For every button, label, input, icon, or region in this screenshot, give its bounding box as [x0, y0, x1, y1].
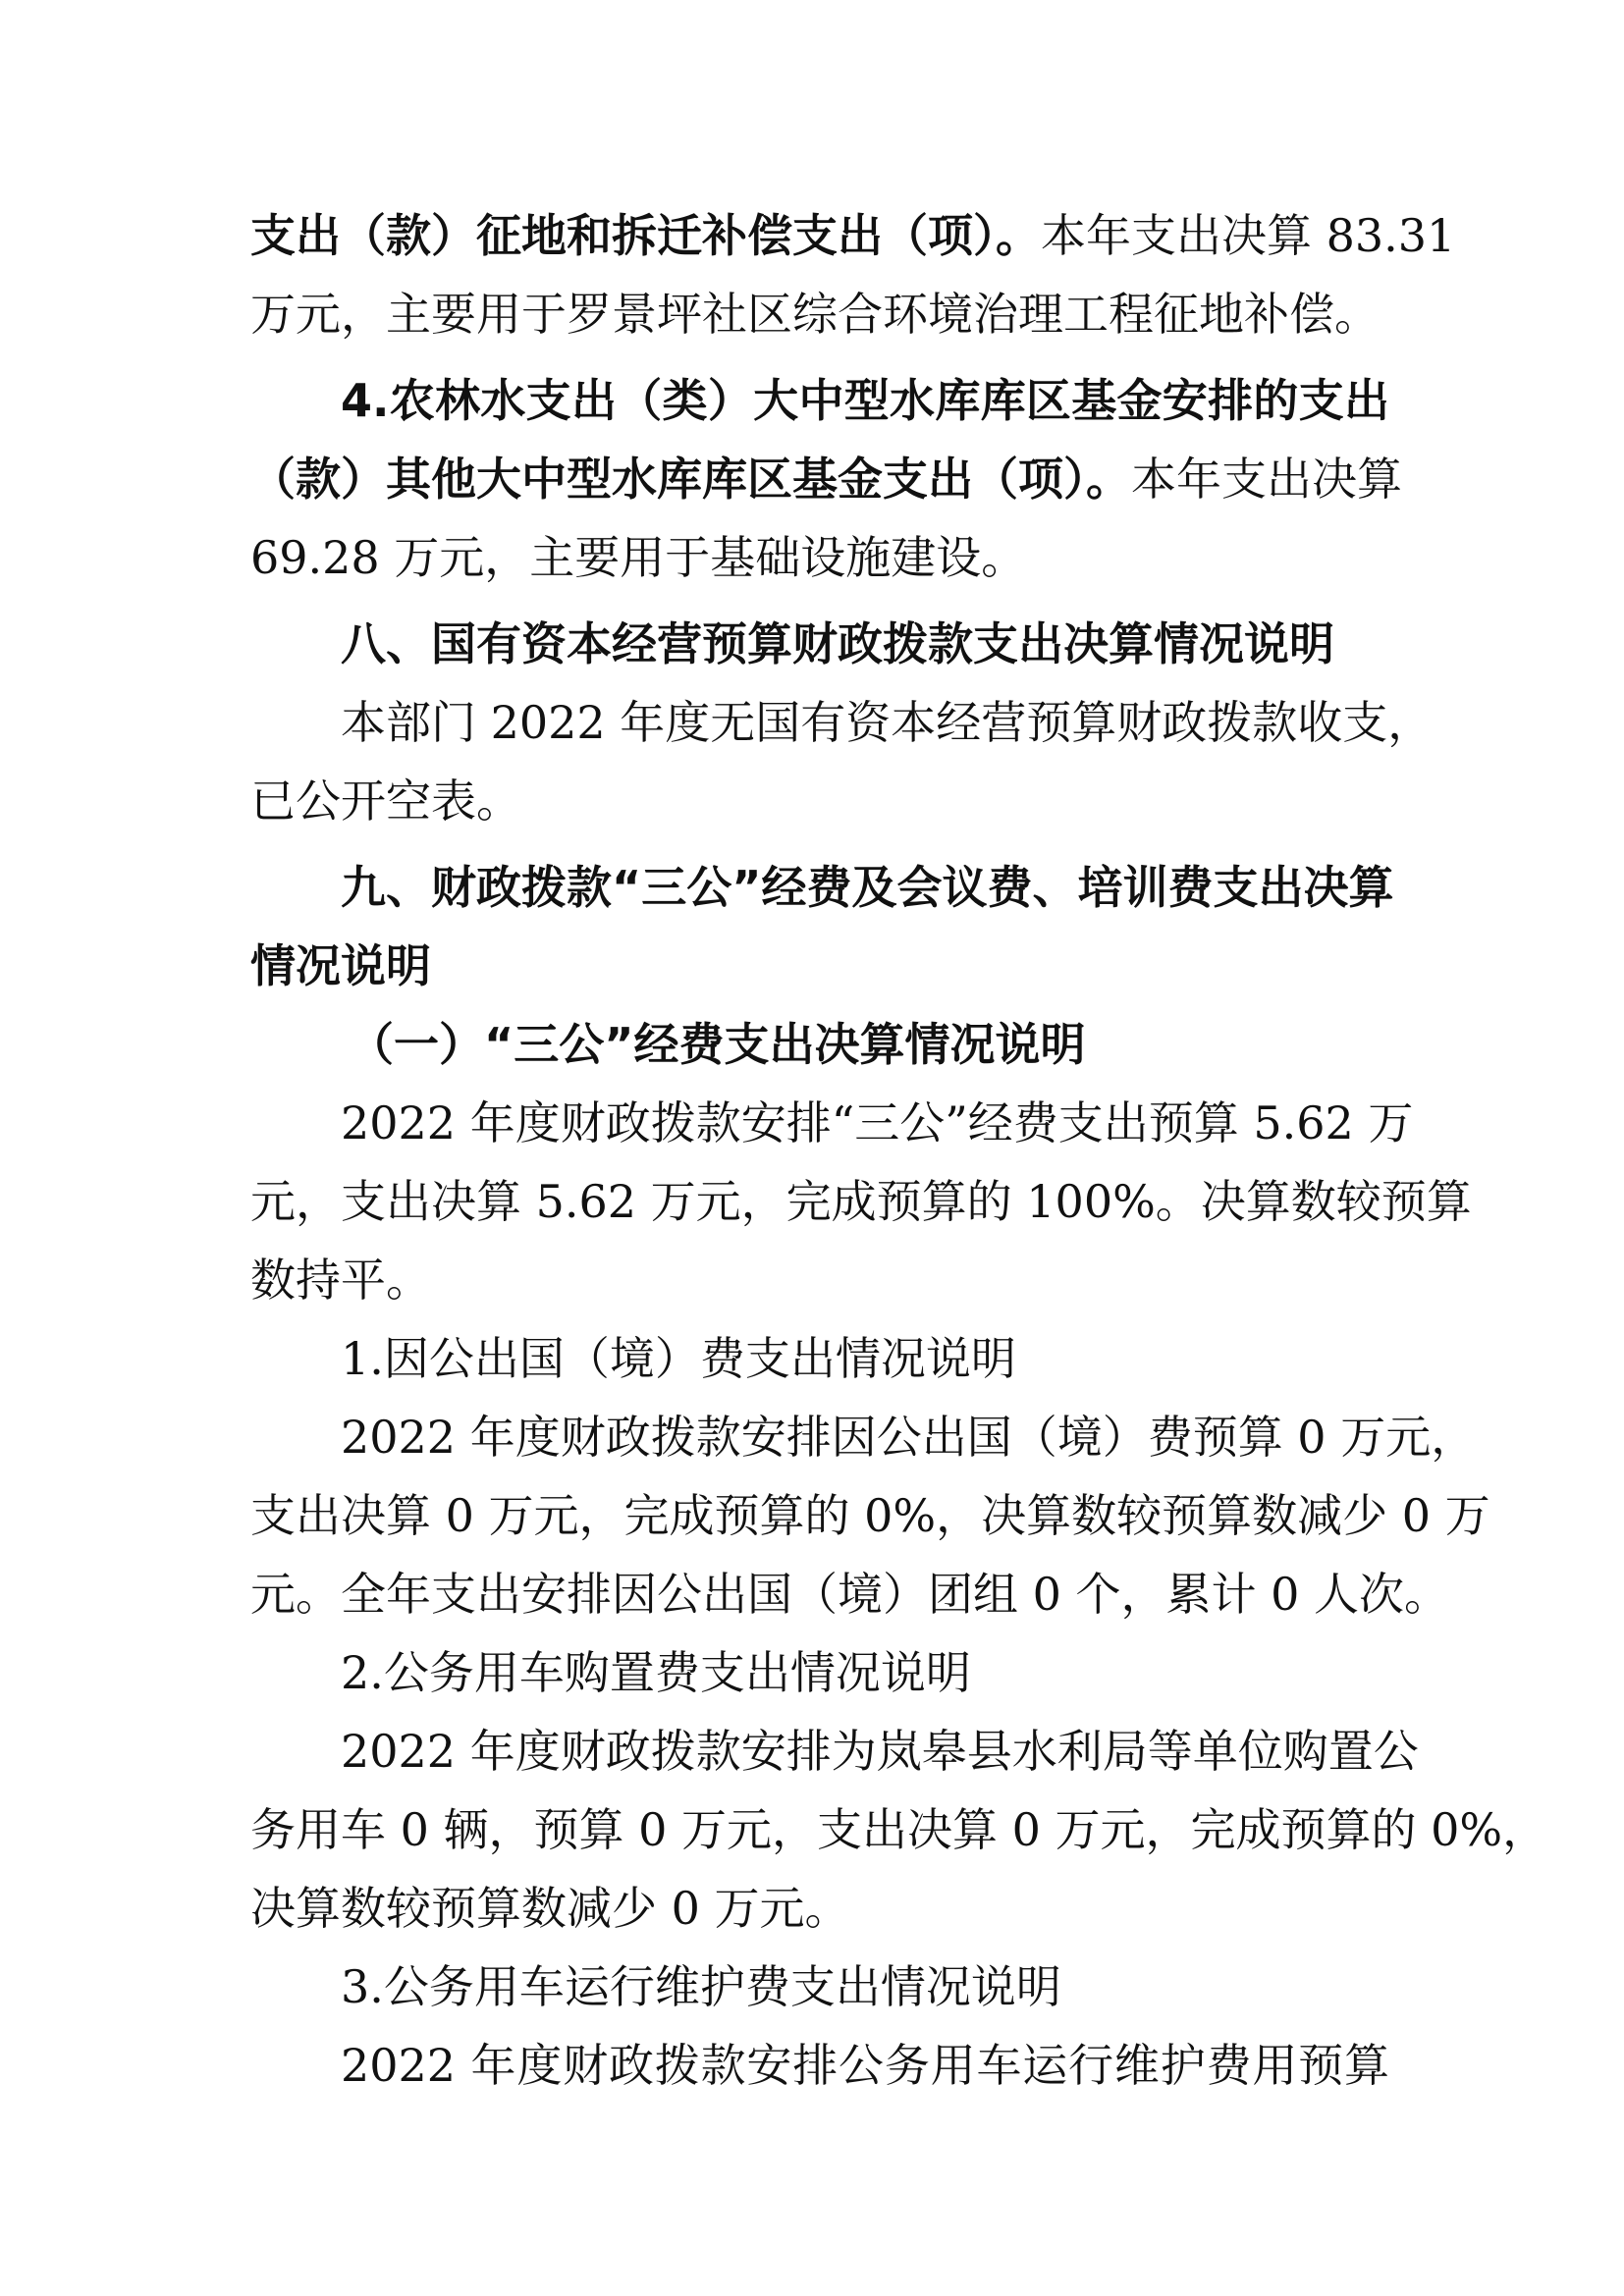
body-text: 本年支出决算 83.31: [1041, 209, 1456, 262]
paragraph-line: [250, 440, 1402, 518]
paragraph-line: [250, 361, 1389, 440]
paragraph-line: 已公开空表。: [250, 774, 521, 828]
subsection-heading: （一）“三公”经费支出决算情况说明: [349, 1018, 1086, 1071]
section-heading-9: 九、财政拨款“三公”经费及会议费、培训费支出决算: [341, 861, 1394, 914]
document-page: [250, 196, 1548, 2105]
paragraph-line: 元，支出决算 5.62 万元，完成预算的 100%。决算数较预算: [250, 1175, 1472, 1228]
item-heading: 1.因公出国（境）费支出情况说明: [341, 1332, 1016, 1385]
paragraph-line: 务用车 0 辆，预算 0 万元，支出决算 0 万元，完成预算的 0%，: [250, 1803, 1548, 1856]
item-heading: 3.公务用车运行维护费支出情况说明: [341, 1960, 1061, 2013]
paragraph-line: 决算数较预算数减少 0 万元。: [250, 1882, 850, 1935]
paragraph-line: 69.28 万元，主要用于基础设施建设。: [250, 531, 1027, 584]
paragraph-line: 数持平。: [250, 1254, 431, 1307]
paragraph-line: 2022 年度财政拨款安排“三公”经费支出预算 5.62 万: [341, 1096, 1414, 1149]
paragraph-line: 2022 年度财政拨款安排为岚皋县水利局等单位购置公: [341, 1725, 1419, 1778]
paragraph-line: 2022 年度财政拨款安排公务用车运行维护费用预算: [341, 2039, 1389, 2092]
item-title-bold: （款）其他大中型水库库区基金支出（项）。: [250, 453, 1131, 506]
paragraph-line: 万元，主要用于罗景坪社区综合环境治理工程征地补偿。: [250, 288, 1380, 341]
item-heading: 2.公务用车购置费支出情况说明: [341, 1646, 971, 1699]
paragraph-line: 支出决算 0 万元，完成预算的 0%，决算数较预算数减少 0 万: [250, 1489, 1490, 1542]
paragraph-line: 2022 年度财政拨款安排因公出国（境）费预算 0 万元，: [341, 1411, 1477, 1464]
item-title-bold: 4.农林水支出（类）大中型水库库区基金安排的支出: [341, 374, 1389, 427]
paragraph-line: 本部门 2022 年度无国有资本经营预算财政拨款收支，: [341, 696, 1434, 749]
body-text: 本年支出决算: [1131, 453, 1402, 506]
paragraph-line: [250, 196, 1456, 275]
section-heading-8: 八、国有资本经营预算财政拨款支出决算情况说明: [341, 617, 1334, 670]
paragraph-line: 元。全年支出安排因公出国（境）团组 0 个，累计 0 人次。: [250, 1568, 1450, 1621]
section-heading-9-cont: 情况说明: [250, 939, 431, 992]
item-title-bold: 支出（款）征地和拆迁补偿支出（项）。: [250, 209, 1041, 262]
